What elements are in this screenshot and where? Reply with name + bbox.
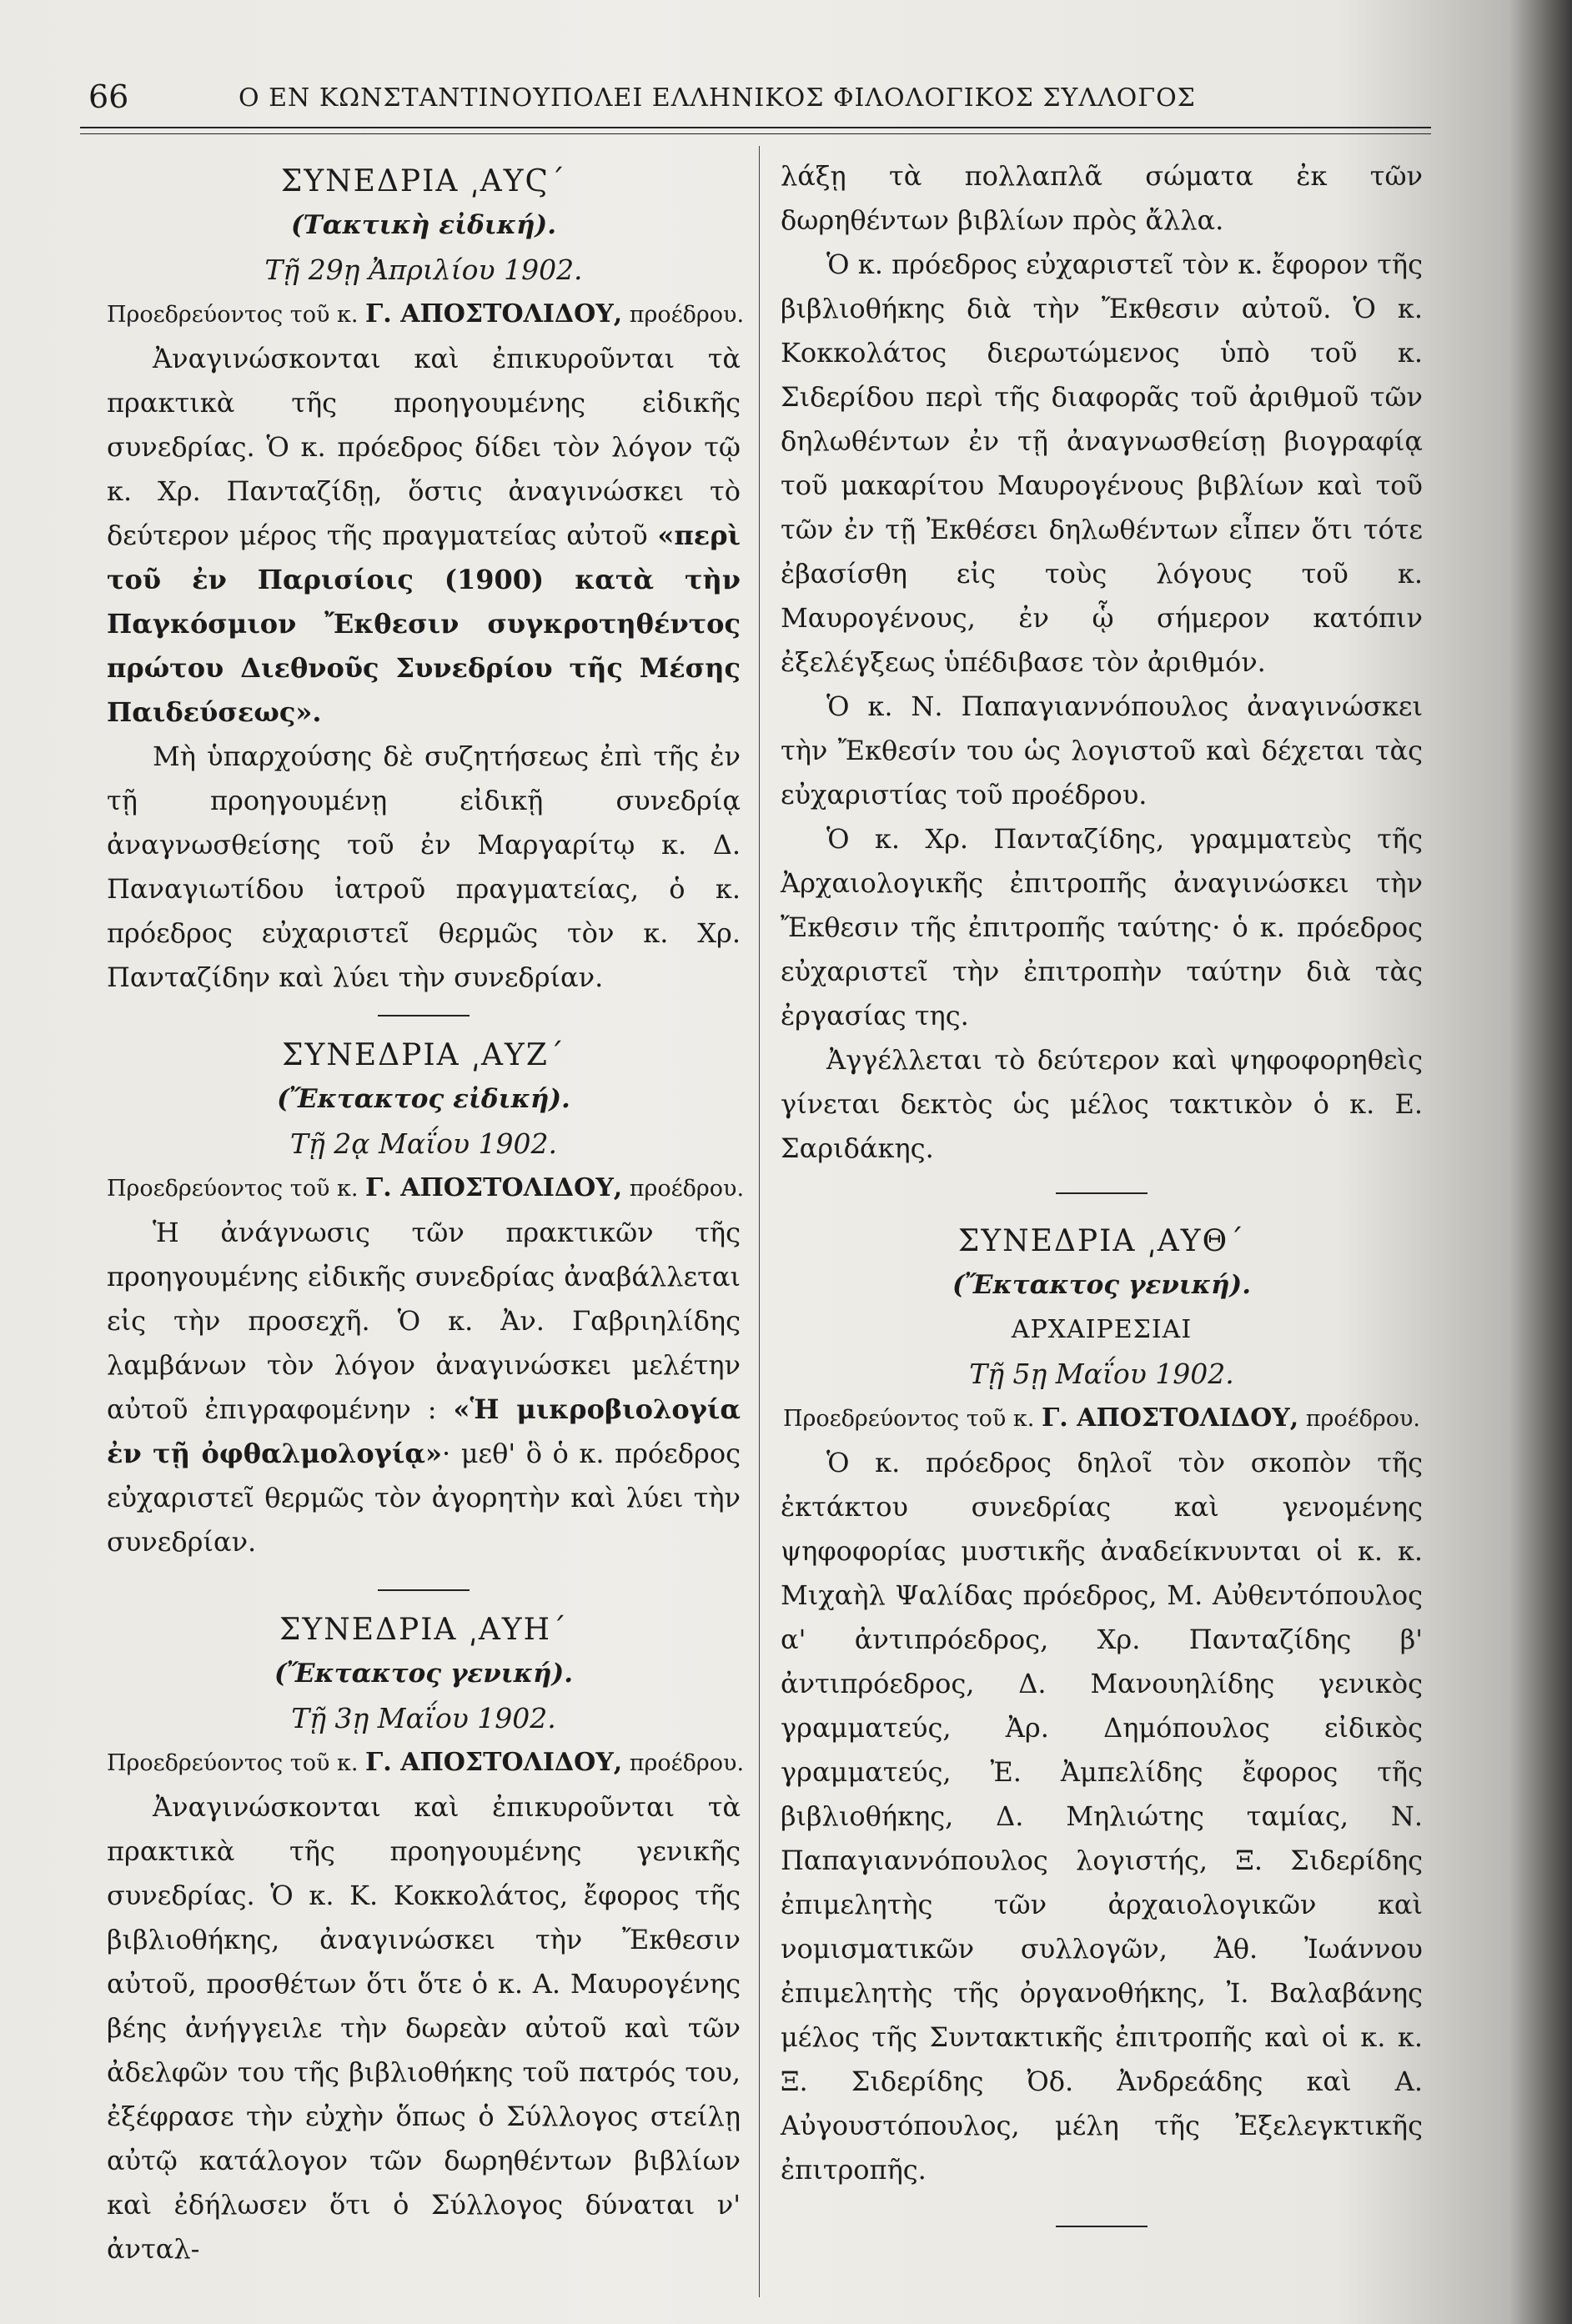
section-separator xyxy=(378,1015,470,1016)
session-auz xyxy=(107,1033,745,1564)
session-title: ΣΥΝΕΔΡΙΑ ͵ΑΥΗ΄ xyxy=(279,1613,569,1647)
column-divider xyxy=(759,146,760,2297)
session-date: Τῇ 3ῃ Μαΐου 1902. xyxy=(291,1702,556,1734)
session-title: ΣΥΝΕΔΡΙΑ ͵ΑΥΘ΄ xyxy=(957,1224,1246,1258)
paragraph: Ὁ κ. Χρ. Πανταζίδης, γραμματεὺς τῆς Ἀρχαιολογικῆς ἐπιτροπῆς ἀναγινώσκει τὴν Ἔκθεσιν τῆς ἐπιτροπῆς ταύτης· ὁ κ. πρόεδρος εὐχαριστεῖ τὴν ἐπιτροπὴν ταύτην διὰ τὰς ἐργασίας της. xyxy=(781,823,1423,1031)
paragraph: Ἀγγέλλεται τὸ δεύτερον καὶ ψηφοφορηθεὶς γίνεται δεκτὸς ὡς μέλος τακτικὸν ὁ κ. Ε. Σαριδάκης. xyxy=(781,1044,1423,1164)
section-separator xyxy=(1056,2226,1148,2227)
presiding-line: Προεδρεύοντος τοῦ κ. Γ. ΑΠΟΣΤΟΛΙΔΟΥ, προέδρου. xyxy=(782,1403,1421,1433)
left-column xyxy=(107,154,745,2271)
running-head: Ο ΕΝ ΚΩΝΣΤΑΝΤΙΝΟΥΠΟΛΕΙ ΕΛΛΗΝΙΚΟΣ ΦΙΛΟΛΟΓΙΚΟΣ ΣΥΛΛΟΓΟΣ xyxy=(239,83,1196,113)
paragraph-continued: λάξῃ τὰ πολλαπλᾶ σώματα ἐκ τῶν δωρηθέντων βιβλίων πρὸς ἄλλα. xyxy=(781,160,1423,236)
paragraph: Ὁ κ. πρόεδρος εὐχαριστεῖ τὸν κ. ἔφορον τῆς βιβλιοθήκης διὰ τὴν Ἔκθεσιν αὐτοῦ. Ὁ κ. Κοκκολάτος διερωτώμενος ὑπὸ τοῦ κ. Σιδερίδου περὶ τῆς διαφορᾶς τοῦ ἀριθμοῦ τῶν δηλωθέντων ἐν τῇ ἀναγνωσθείσῃ βιογραφίᾳ τοῦ μακαρίτου Μαυρογένους βιβλίων καὶ τοῦ τῶν ἐν τῇ Ἐκθέσει δηλωθέντων εἶπεν ὅτι τότε ἐβασίσθη εἰς τοὺς λόγους τοῦ κ. Μαυρογένους, ἐν ᾧ σήμερον κατόπιν ἐξελέγξεως ὑπέδιβασε τὸν ἀριθμόν. xyxy=(781,248,1423,678)
session-date: Τῇ 29ῃ Ἀπριλίου 1902. xyxy=(264,253,583,286)
session-type: (Ἔκτακτος εἰδική). xyxy=(277,1084,570,1114)
section-separator xyxy=(378,1589,470,1591)
session-title: ΣΥΝΕΔΡΙΑ ͵ΑΥϚ΄ xyxy=(280,164,567,198)
session-type: (Ἔκτακτος γενική). xyxy=(274,1659,573,1689)
page-number: 66 xyxy=(88,78,129,115)
paragraph: Ἡ ἀνάγνωσις τῶν πρακτικῶν τῆς προηγουμένης εἰδικῆς συνεδρίας ἀναβάλλεται εἰς τὴν προσεχῆ. Ὁ κ. Ἀν. Γαβριηλίδης λαμβάνων τὸν λόγον ἀναγινώσκει μελέτην αὐτοῦ ἐπιγραφομένην : «Ἡ μικροβιολογία ἐν τῇ ὀφθαλμολογίᾳ»· μεθ' ὃ ὁ κ. πρόεδρος εὐχαριστεῖ θερμῶς τὸν ἀγορητὴν καὶ λύει τὴν συνεδρίαν. xyxy=(107,1217,741,1558)
header-rule xyxy=(80,127,1431,128)
session-title: ΣΥΝΕΔΡΙΑ ͵ΑΥΖ΄ xyxy=(282,1038,565,1072)
right-column xyxy=(781,154,1423,2244)
session-auth xyxy=(781,1219,1423,2192)
session-date: Τῇ 2ᾳ Μαΐου 1902. xyxy=(290,1127,557,1160)
section-separator xyxy=(1056,1192,1148,1194)
paragraph: Ἀναγινώσκονται καὶ ἐπικυροῦνται τὰ πρακτικὰ τῆς προηγουμένης εἰδικῆς συνεδρίας. Ὁ κ. πρόεδρος δίδει τὸν λόγον τῷ κ. Χρ. Πανταζίδῃ, ὅστις ἀναγινώσκει τὸ δεύτερον μέρος τῆς πραγματείας αὐτοῦ «περὶ τοῦ ἐν Παρισίοις (1900) κατὰ τὴν Παγκόσμιον Ἔκθεσιν συγκροτηθέντος πρώτου Διεθνοῦς Συνεδρίου τῆς Μέσης Παιδεύσεως». xyxy=(107,343,741,728)
session-auh xyxy=(107,1608,745,2271)
presiding-line: Προεδρεύοντος τοῦ κ. Γ. ΑΠΟΣΤΟΛΙΔΟΥ, προέδρου. xyxy=(107,299,745,329)
session-type: (Τακτικὴ εἰδική). xyxy=(290,210,556,240)
header-rule-thin xyxy=(80,133,1431,134)
paragraph: Μὴ ὑπαρχούσης δὲ συζητήσεως ἐπὶ τῆς ἐν τῇ προηγουμένῃ εἰδικῇ συνεδρίᾳ ἀναγνωσθείσης τοῦ ἐν Μαργαρίτῳ κ. Δ. Παναγιωτίδου ἰατροῦ πραγματείας, ὁ κ. πρόεδρος εὐχαριστεῖ θερμῶς τὸν κ. Χρ. Πανταζίδην καὶ λύει τὴν συνεδρίαν. xyxy=(107,740,741,993)
page-header xyxy=(80,78,1456,128)
paragraph: Ὁ κ. πρόεδρος δηλοῖ τὸν σκοπὸν τῆς ἐκτάκτου συνεδρίας καὶ γενομένης ψηφοφορίας μυστικῆς ἀναδείκνυνται οἱ κ. κ. Μιχαὴλ Ψαλίδας πρόεδρος, Μ. Αὐθεντόπουλος α' ἀντιπρόεδρος, Χρ. Πανταζίδης β' ἀντιπρόεδρος, Δ. Μανουηλίδης γενικὸς γραμματεύς, Ἀρ. Δημόπουλος εἰδικὸς γραμματεύς, Ἐ. Ἀμπελίδης ἔφορος τῆς βιβλιοθήκης, Δ. Μηλιώτης ταμίας, Ν. Παπαγιαννόπουλος λογιστής, Ξ. Σιδερίδης ἐπιμελητὴς τῶν ἀρχαιολογικῶν καὶ νομισματικῶν συλλογῶν, Ἀθ. Ἰωάννου ἐπιμελητὴς τῆς ὀργανοθήκης, Ἰ. Βαλαβάνης μέλος τῆς Συντακτικῆς ἐπιτροπῆς καὶ οἱ κ. κ. Ξ. Σιδερίδης Ὀδ. Ἀνδρεάδης καὶ Α. Αὐγουστόπουλος, μέλη τῆς Ἐξελεγκτικῆς ἐπιτροπῆς. xyxy=(781,1447,1423,2186)
session-date: Τῇ 5ῃ Μαΐου 1902. xyxy=(969,1358,1234,1390)
paragraph: Ὁ κ. Ν. Παπαγιαννόπουλος ἀναγινώσκει τὴν Ἔκθεσίν του ὡς λογιστοῦ καὶ δέχεται τὰς εὐχαριστίας τοῦ προέδρου. xyxy=(781,690,1423,811)
presiding-line: Προεδρεύοντος τοῦ κ. Γ. ΑΠΟΣΤΟΛΙΔΟΥ, προέδρου. xyxy=(107,1748,745,1777)
presiding-line: Προεδρεύοντος τοῦ κ. Γ. ΑΠΟΣΤΟΛΙΔΟΥ, προέδρου. xyxy=(107,1173,745,1202)
session-type: (Ἔκτακτος γενική). xyxy=(952,1270,1251,1300)
session-aus xyxy=(107,159,745,1000)
elections-heading: ΑΡΧΑΙΡΕΣΙΑΙ xyxy=(1011,1315,1193,1344)
paragraph: Ἀναγινώσκονται καὶ ἐπικυροῦνται τὰ πρακτικὰ τῆς προηγουμένης γενικῆς συνεδρίας. Ὁ κ. Κ. Κοκκολάτος, ἔφορος τῆς βιβλιοθήκης, ἀναγινώσκει τὴν Ἔκθεσιν αὐτοῦ, προσθέτων ὅτι ὅτε ὁ κ. Α. Μαυρογένης βέης ἀνήγγειλε τὴν δωρεὰν αὐτοῦ καὶ τῶν ἀδελφῶν του τῆς βιβλιοθήκης τοῦ πατρός του, ἐξέφρασε τὴν εὐχὴν ὅπως ὁ Σύλλογος στείλῃ αὐτῷ κατάλογον τῶν δωρηθέντων βιβλίων καὶ ἐδήλωσεν ὅτι ὁ Σύλλογος δύναται ν' ἀνταλ- xyxy=(107,1791,741,2265)
